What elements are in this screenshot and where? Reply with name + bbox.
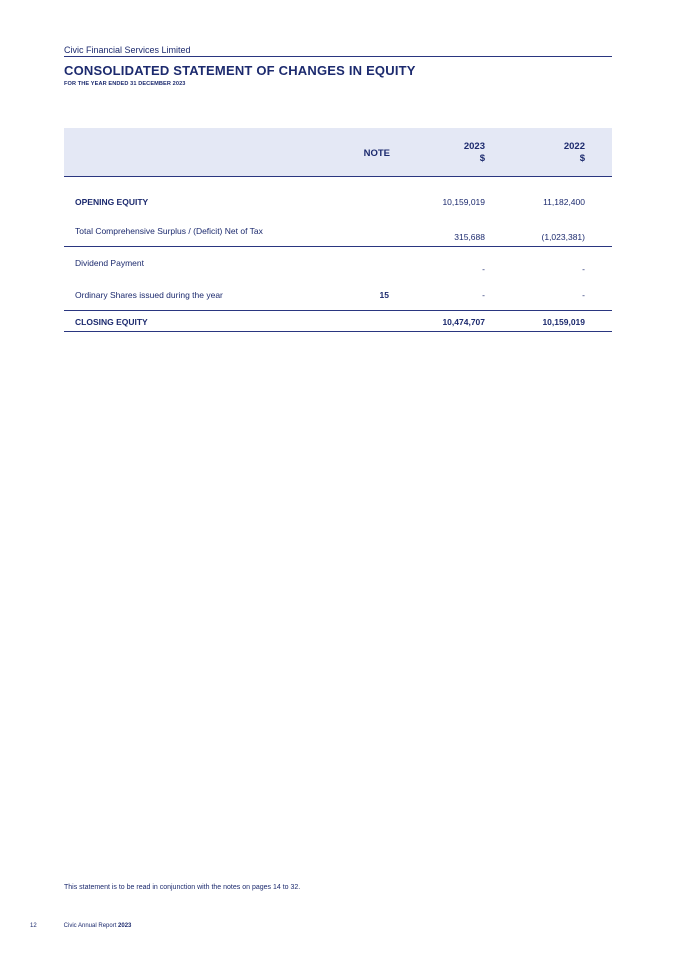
- row-value-2023: 315,688: [454, 232, 485, 242]
- table-divider: [64, 246, 612, 247]
- row-value-2023: 10,159,019: [442, 197, 485, 207]
- table-bottom-rule: [64, 331, 612, 332]
- column-header-2023-unit: $: [479, 153, 485, 164]
- report-name: Civic Annual Report: [63, 923, 117, 929]
- row-value-2022: 11,182,400: [543, 197, 585, 207]
- header-divider: [64, 56, 612, 57]
- column-header-2022-year: 2022: [563, 141, 585, 152]
- row-value-2022: -: [582, 264, 585, 274]
- page-footer: [30, 923, 131, 929]
- column-header-2022-unit: $: [579, 153, 585, 164]
- row-note: 15: [379, 290, 389, 300]
- page-subtitle: FOR THE YEAR ENDED 31 DECEMBER 2023: [64, 81, 186, 87]
- table-header: [64, 128, 612, 177]
- column-header-2023: [424, 141, 485, 165]
- column-header-note: NOTE: [363, 148, 390, 159]
- row-value-2023: -: [482, 264, 485, 274]
- row-value-2022: -: [582, 290, 585, 300]
- row-label: OPENING EQUITY: [75, 197, 149, 207]
- row-label: Total Comprehensive Surplus / (Deficit) Net of Tax: [75, 226, 263, 236]
- row-label: Ordinary Shares issued during the year: [75, 290, 223, 300]
- row-label: Dividend Payment: [75, 258, 144, 268]
- row-value-2022: 10,159,019: [542, 317, 585, 327]
- row-value-2023: -: [482, 290, 485, 300]
- row-label: CLOSING EQUITY: [75, 317, 148, 327]
- page-number: 12: [30, 923, 37, 929]
- report-year: 2023: [118, 923, 132, 929]
- row-value-2023: 10,474,707: [442, 317, 485, 327]
- row-value-2022: (1,023,381): [541, 232, 585, 242]
- column-header-2023-year: 2023: [463, 141, 485, 152]
- page-title: CONSOLIDATED STATEMENT OF CHANGES IN EQUITY: [64, 63, 416, 78]
- footnote: This statement is to be read in conjunction with the notes on pages 14 to 32.: [64, 884, 301, 891]
- company-name: Civic Financial Services Limited: [64, 45, 191, 55]
- table-divider: [64, 310, 612, 311]
- column-header-2022: [534, 141, 585, 165]
